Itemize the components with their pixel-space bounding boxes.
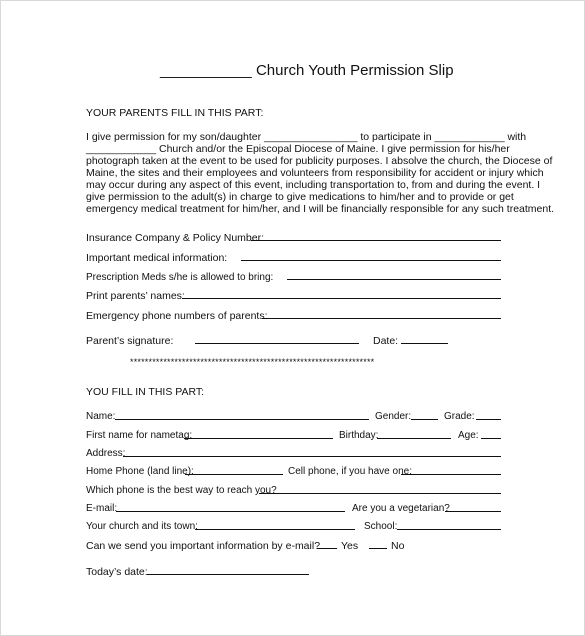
insurance-label: Insurance Company & Policy Number: xyxy=(86,232,264,244)
gender-field[interactable] xyxy=(411,419,438,420)
emergency-numbers-label: Emergency phone numbers of parents: xyxy=(86,310,268,322)
signature-label: Parent’s signature: xyxy=(86,335,174,347)
todays-date-field[interactable] xyxy=(147,574,309,575)
age-label: Age: xyxy=(458,430,479,441)
yes-label: Yes xyxy=(341,540,359,552)
emergency-numbers-field[interactable] xyxy=(262,318,501,319)
school-label: School: xyxy=(364,521,398,532)
signature-field[interactable] xyxy=(195,343,359,344)
permission-paragraph-line-4: Maine, the sites and their employees and volunteers from responsibility for accident or injury which xyxy=(86,167,544,179)
home-phone-field[interactable] xyxy=(185,474,283,475)
age-field[interactable] xyxy=(481,438,501,439)
permission-paragraph-line-1: I give permission for my son/daughter ________________ to participate in ____________ with xyxy=(86,131,527,143)
grade-label: Grade: xyxy=(444,411,475,422)
page-title xyxy=(160,62,454,79)
no-label: No xyxy=(391,540,405,552)
email-field[interactable] xyxy=(116,511,345,512)
address-label: Address: xyxy=(86,448,126,459)
prescription-meds-label: Prescription Meds s/he is allowed to bring: xyxy=(86,272,274,283)
section-separator: ****************************************************************** xyxy=(130,357,375,367)
parents-names-label: Print parents’ names: xyxy=(86,290,185,302)
permission-paragraph-line-3: photograph taken at the event to be used for publicity purposes. I absolve the church, the Diocese of xyxy=(86,155,553,167)
email-question-label: Can we send you important information by e-mail? xyxy=(86,540,321,552)
permission-paragraph-line-6: give permission to the adult(s) in charge to give medications to him/her and to provide or get xyxy=(86,191,514,203)
permission-paragraph-line-5: may occur during any aspect of this event, including transportation to, from and during the event. I xyxy=(86,179,541,191)
parent-date-label: Date: xyxy=(373,335,399,347)
cell-phone-field[interactable] xyxy=(401,474,501,475)
parent-date-field[interactable] xyxy=(401,343,448,344)
email-label: E-mail: xyxy=(86,503,118,514)
title-blank: ___________ xyxy=(160,62,252,79)
permission-paragraph-line-2: ____________ Church and/or the Episcopal Diocese of Maine. I give permission for his/her xyxy=(86,143,510,155)
name-field[interactable] xyxy=(115,419,369,420)
medical-info-field[interactable] xyxy=(241,260,501,261)
best-phone-field[interactable] xyxy=(259,493,501,494)
church-town-label: Your church and its town: xyxy=(86,521,198,532)
name-label: Name: xyxy=(86,411,116,422)
todays-date-label: Today’s date: xyxy=(86,566,148,578)
nametag-field[interactable] xyxy=(184,438,333,439)
you-section-heading: YOU FILL IN THIS PART: xyxy=(86,386,205,398)
gender-label: Gender: xyxy=(375,411,412,422)
title-text: Church Youth Permission Slip xyxy=(255,62,454,79)
yes-checkbox[interactable] xyxy=(317,548,337,549)
vegetarian-field[interactable] xyxy=(445,511,501,512)
no-checkbox[interactable] xyxy=(369,548,387,549)
parents-names-field[interactable] xyxy=(182,298,501,299)
birthday-field[interactable] xyxy=(377,438,451,439)
school-field[interactable] xyxy=(397,529,501,530)
address-field[interactable] xyxy=(123,456,501,457)
best-phone-label: Which phone is the best way to reach you? xyxy=(86,485,277,496)
nametag-label: First name for nametag: xyxy=(86,430,193,441)
prescription-meds-field[interactable] xyxy=(287,279,501,280)
permission-paragraph-line-7: emergency medical treatment for him/her, and I will be financially responsible for any such treatment. xyxy=(86,203,555,215)
grade-field[interactable] xyxy=(476,419,501,420)
cell-phone-label: Cell phone, if you have one: xyxy=(288,466,412,477)
church-town-field[interactable] xyxy=(195,529,355,530)
insurance-field[interactable] xyxy=(251,240,501,241)
birthday-label: Birthday: xyxy=(339,430,379,441)
vegetarian-label: Are you a vegetarian? xyxy=(352,503,450,514)
medical-info-label: Important medical information: xyxy=(86,252,228,264)
home-phone-label: Home Phone (land line): xyxy=(86,466,194,477)
parents-section-heading: YOUR PARENTS FILL IN THIS PART: xyxy=(86,107,264,119)
